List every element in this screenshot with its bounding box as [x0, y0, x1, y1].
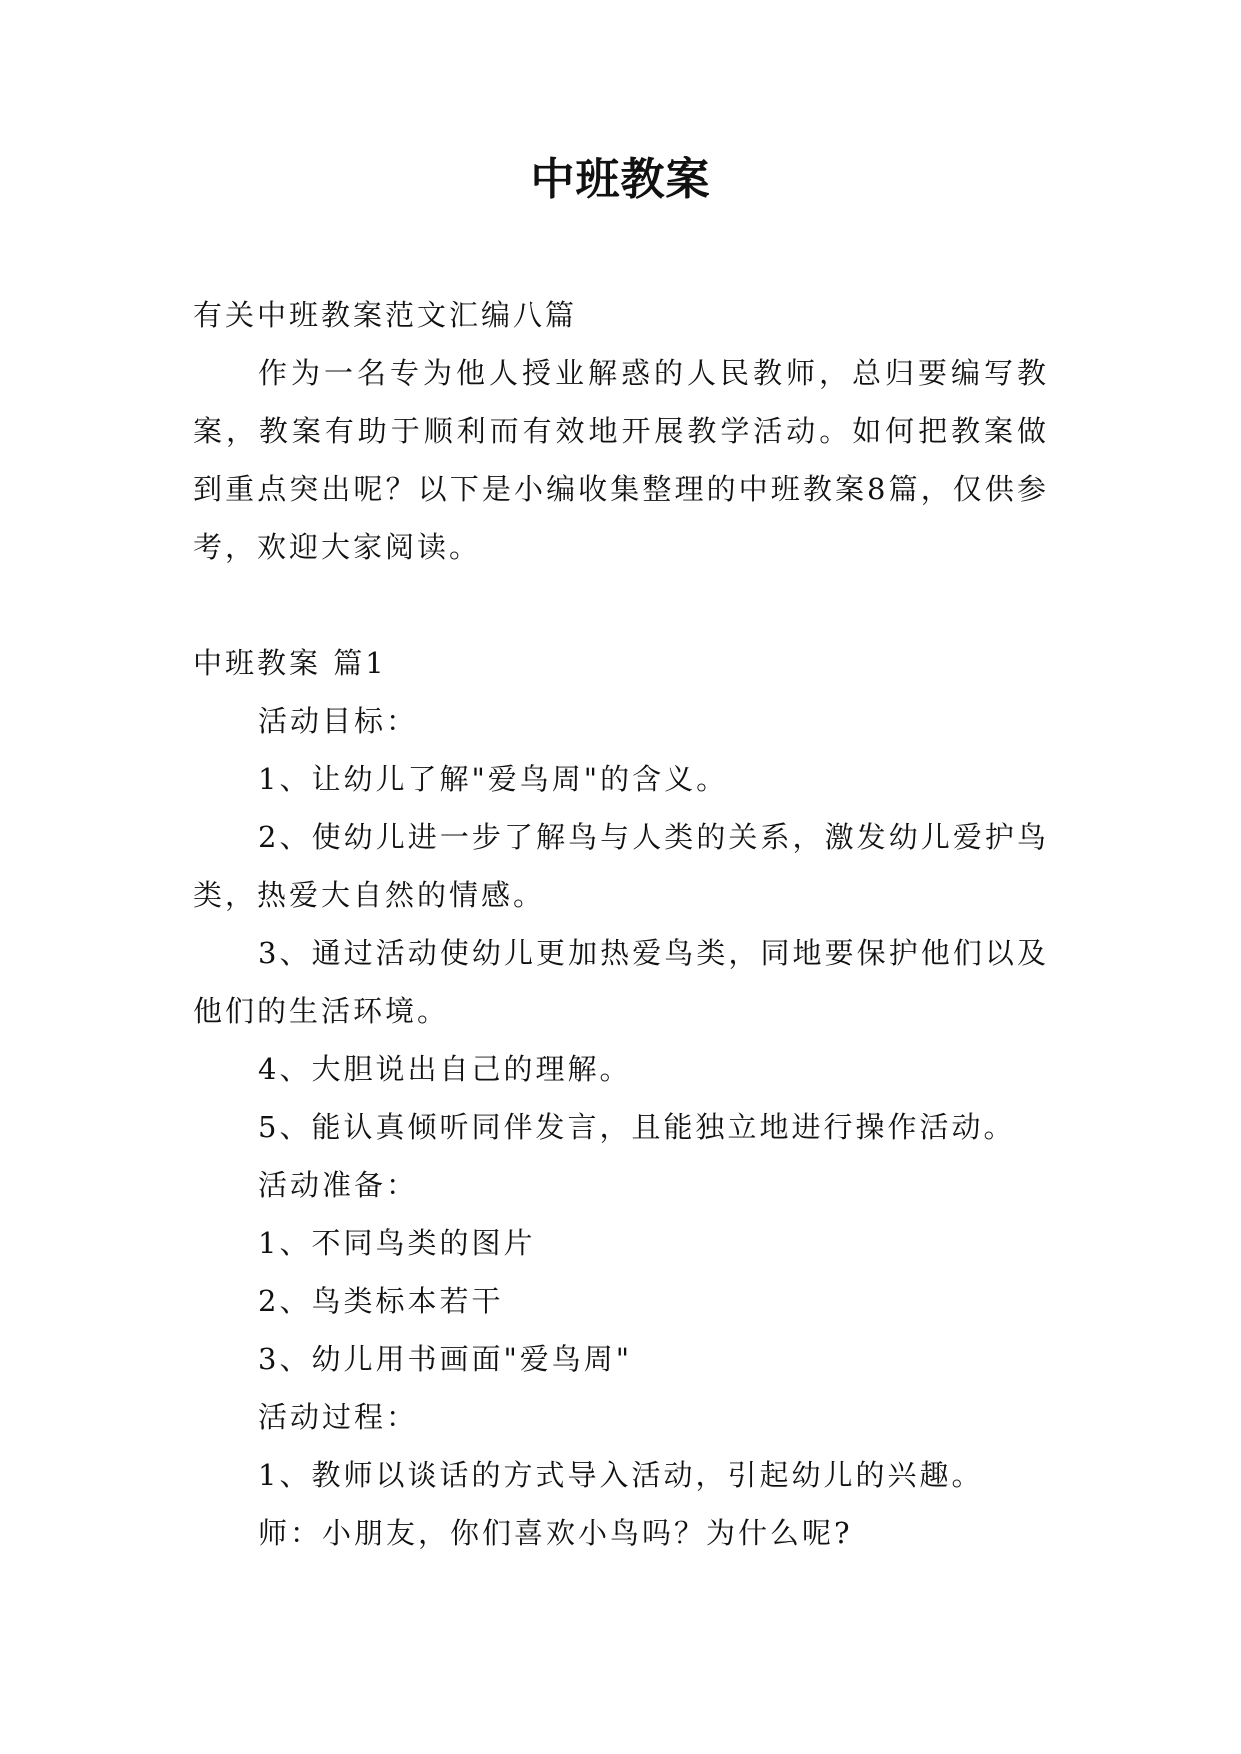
- page-title: 中班教案: [530, 154, 711, 205]
- document-body: [193, 286, 1049, 1562]
- goal-item: 2、使幼儿进一步了解鸟与人类的关系，激发幼儿爱护鸟类，热爱大自然的情感。: [193, 820, 1049, 912]
- prep-label: 活动准备：: [258, 1168, 419, 1202]
- process-label: 活动过程：: [258, 1400, 419, 1434]
- prep-item: 3、幼儿用书画面"爱鸟周": [258, 1342, 633, 1376]
- goal-item: 4、大胆说出自己的理解。: [258, 1052, 632, 1086]
- intro-paragraph: 作为一名专为他人授业解惑的人民教师，总归要编写教案，教案有助于顺利而有效地开展教学活动。如何把教案做到重点突出呢？以下是小编收集整理的中班教案8篇，仅供参考，欢迎大家阅读。: [193, 356, 1049, 564]
- goal-item: 1、让幼儿了解"爱鸟周"的含义。: [258, 762, 729, 796]
- goals-label: 活动目标：: [258, 704, 419, 738]
- prep-item: 1、不同鸟类的图片: [258, 1226, 536, 1260]
- process-item: 1、教师以谈话的方式导入活动，引起幼儿的兴趣。: [258, 1458, 984, 1492]
- process-item: 师：小朋友，你们喜欢小鸟吗？为什么呢?: [258, 1516, 853, 1550]
- prep-item: 2、鸟类标本若干: [258, 1284, 504, 1318]
- goal-item: 3、通过活动使幼儿更加热爱鸟类，同地要保护他们以及他们的生活环境。: [193, 936, 1049, 1028]
- paragraph-gap: [193, 576, 1049, 634]
- section-heading: 中班教案 篇1: [193, 646, 387, 680]
- goal-item: 5、能认真倾听同伴发言，且能独立地进行操作活动。: [258, 1110, 1016, 1144]
- document-subtitle: 有关中班教案范文汇编八篇: [193, 298, 578, 332]
